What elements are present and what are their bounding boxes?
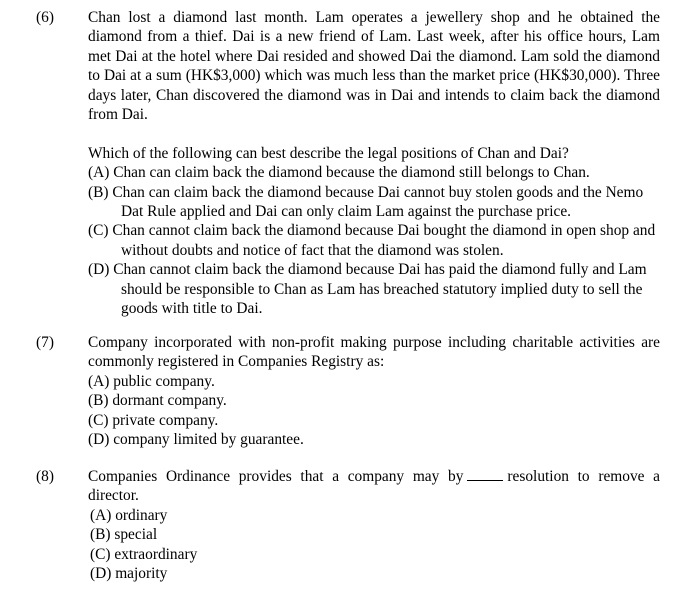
- option-d: (D) Chan cannot claim back the diamond because Dai has paid the diamond fully and Lam should be responsible to Chan as Lam has breached statutory implied duty to sell the goods with title to Dai.: [88, 261, 647, 318]
- option-c: (C) private company.: [88, 411, 219, 429]
- answer-blank: [467, 467, 503, 481]
- question-stem: Which of the following can best describe the legal positions of Chan and Dai?: [88, 144, 569, 162]
- option-d: (D) majority: [90, 565, 168, 583]
- question-passage: Chan lost a diamond last month. Lam operates a jewellery shop and he obtained the diamond from a thief. Dai is a new friend of Lam. Last week, after his office hours, Lam met Dai at the hotel where Dai resided and showed Dai the diamond. Lam sold the diamond to Dai at a sum (HK$3,000) which was much less than the market price (HK$30,000). Three days later, Chan discovered the diamond was in Dai and intends to claim back the diamond from Dai.: [88, 9, 660, 124]
- question-body: [88, 333, 660, 449]
- option-c: (C) extraordinary: [90, 545, 198, 563]
- question-number: (8): [36, 468, 54, 485]
- question-number: (6): [36, 9, 54, 26]
- stem-before-blank: Companies Ordinance provides that a company may by: [88, 468, 464, 485]
- question-body: [88, 8, 660, 318]
- option-a: (A) ordinary: [90, 506, 168, 524]
- stem-after-blank: resolution to remove a director.: [88, 468, 660, 505]
- question-number: (7): [36, 334, 54, 351]
- question-stem: Company incorporated with non-profit making purpose including charitable activities are commonly registered in Companies Registry as:: [88, 334, 660, 371]
- option-a: (A) public company.: [88, 372, 215, 390]
- option-b: (B) special: [90, 526, 158, 544]
- option-c: (C) Chan cannot claim back the diamond because Dai bought the diamond in open shop and without doubts and notice of fact that the diamond was stolen.: [88, 222, 656, 259]
- option-d: (D) company limited by guarantee.: [88, 431, 304, 449]
- option-a: (A) Chan can claim back the diamond because the diamond still belongs to Chan.: [88, 164, 590, 182]
- option-b: (B) dormant company.: [88, 392, 227, 410]
- question-body: [88, 467, 660, 583]
- question-stem: [88, 467, 660, 506]
- option-b: (B) Chan can claim back the diamond because Dai cannot buy stolen goods and the Nemo Dat Rule applied and Dai can only claim Lam against the purchase price.: [88, 183, 644, 221]
